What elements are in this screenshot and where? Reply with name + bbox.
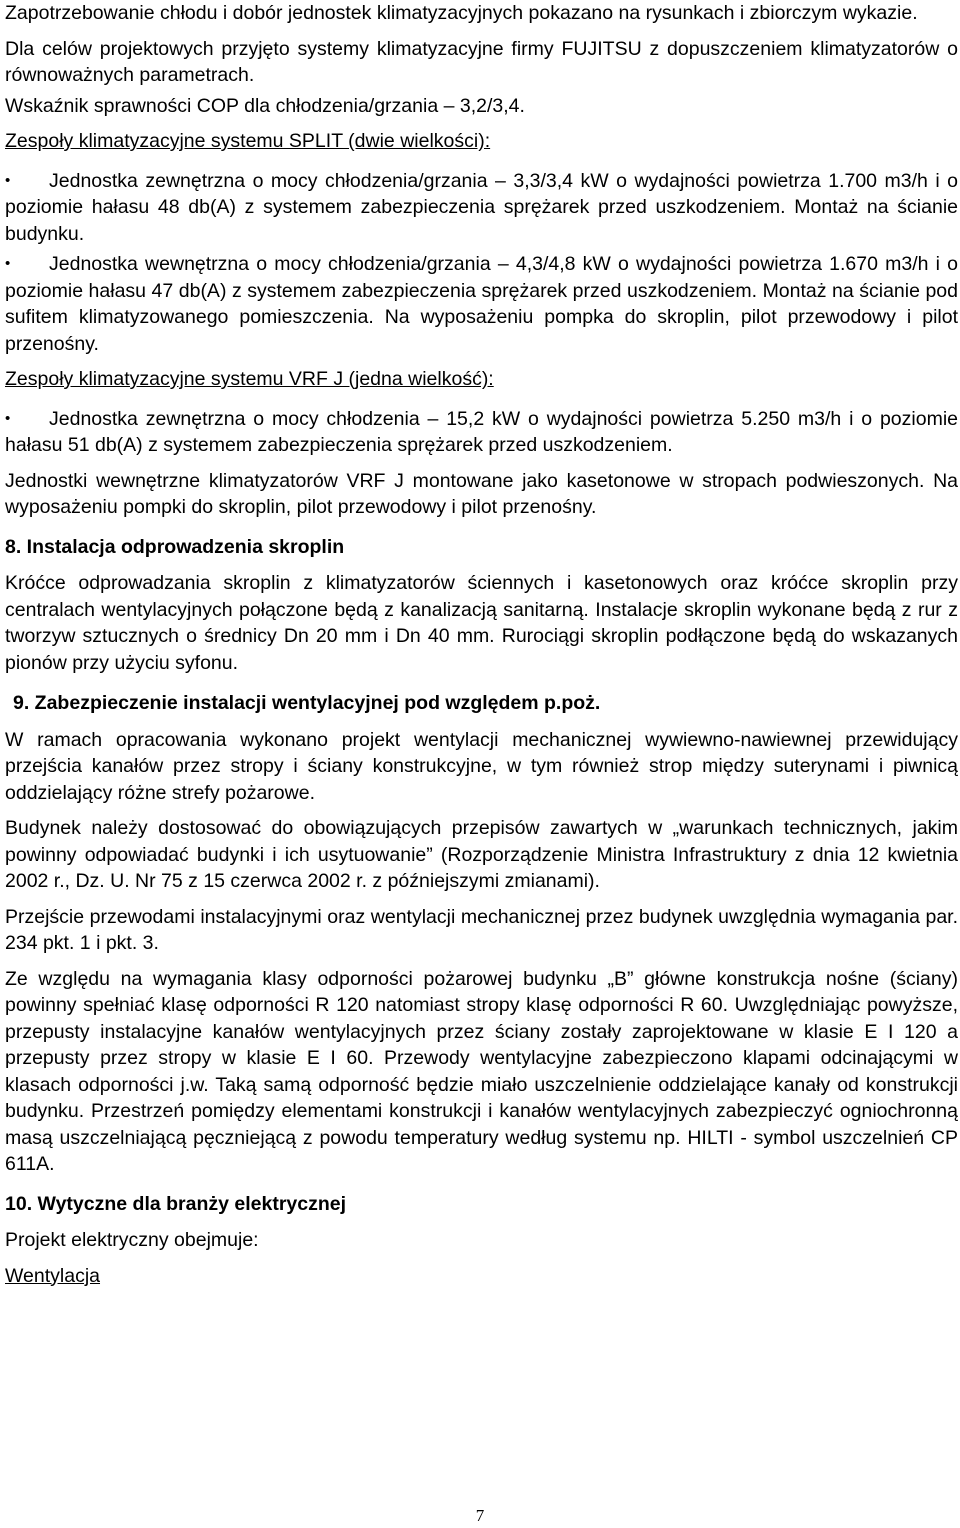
section-10-paragraph-2: Wentylacja	[5, 1264, 101, 1287]
intro-paragraph-3: Wskaźnik sprawności COP dla chłodzenia/grzania – 3,2/3,4.	[5, 94, 525, 117]
split-bullet-outdoor	[5, 168, 958, 248]
page-number: 7	[475, 1506, 485, 1525]
section-9-paragraph-3: Przejście przewodami instalacyjnymi oraz wentylacji mechanicznej przez budynek uwzględnia wymagania par. 234 pkt. 1 i pkt. 3.	[5, 905, 958, 954]
document-page	[5, 0, 958, 1289]
intro-paragraph-1: Zapotrzebowanie chłodu i dobór jednostek klimatyzacyjnych pokazano na rysunkach i zbiorczym wykazie.	[5, 2, 918, 24]
split-bullet-indoor-text: Jednostka wewnętrzna o mocy chłodzenia/grzania – 4,3/4,8 kW o wydajności powietrza 1.670 m3/h i o poziomie hałasu 47 db(A) z systemem zabezpieczenia sprężarek przed uszkodzeniem. Montaż na ścianie pod sufitem klimatyzowanego pomieszczenia. Na wyposażeniu pompka do skroplin, pilot przewodowy i pilot przenośny.	[5, 253, 958, 355]
section-8-heading: 8. Instalacja odprowadzenia skroplin	[5, 535, 345, 558]
section-10-paragraph-1: Projekt elektryczny obejmuje:	[5, 1229, 259, 1251]
bullet-icon: •	[5, 171, 11, 189]
intro-paragraph-2: Dla celów projektowych przyjęto systemy klimatyzacyjne firmy FUJITSU z dopuszczeniem klimatyzatorów o równoważnych parametrach.	[5, 37, 958, 86]
split-bullet-indoor	[5, 251, 958, 357]
vrf-heading: Zespoły klimatyzacyjne systemu VRF J (jedna wielkość):	[5, 368, 494, 390]
section-10-heading: 10. Wytyczne dla branży elektrycznej	[5, 1192, 347, 1215]
split-heading: Zespoły klimatyzacyjne systemu SPLIT (dwie wielkości):	[5, 130, 491, 152]
vrf-paragraph: Jednostki wewnętrzne klimatyzatorów VRF J montowane jako kasetonowe w stropach podwieszonych. Na wyposażeniu pompki do skroplin, pilot przewodowy i pilot przenośny.	[5, 469, 958, 518]
section-9-paragraph-4: Ze względu na wymagania klasy odporności pożarowej budynku „B” główne konstrukcja nośne (ściany) powinny spełniać klasę odporności R 120 natomiast stropy klasę odporności R 60. Uwzględniając powyższe, przepusty instalacyjne kanałów wentylacyjnych przez ściany zostały zaprojektowane w klasie E I 120 a przepusty przez stropy w klasie E I 60. Przewody wentylacyjne zabezpieczono klapami odcinającymi w klasach odporności j.w. Taką samą odporność będzie miało uszczelnienie oddzielające kanały od konstrukcji budynku. Przestrzeń pomiędzy elementami konstrukcji i kanałów wentylacyjnych zabezpieczyć ogniochronną masą uszczelniającą pęczniejącą z powodu temperatury według systemu np. HILTI - symbol uszczelnień CP 611A.	[5, 967, 958, 1175]
bullet-icon: •	[5, 255, 11, 272]
section-9-paragraph-1: W ramach opracowania wykonano projekt wentylacji mechanicznej wywiewno-nawiewnej przewidujący przejścia kanałów przez stropy i ściany konstrukcyjne, w tym również strop między suterynami i piwnicą oddzielający różne strefy pożarowe.	[5, 728, 958, 804]
section-9-heading: 9. Zabezpieczenie instalacji wentylacyjnej pod względem p.poż.	[13, 692, 601, 714]
split-bullet-outdoor-text: Jednostka zewnętrzna o mocy chłodzenia/grzania – 3,3/3,4 kW o wydajności powietrza 1.700 m3/h i o poziomie hałasu 48 db(A) z systemem zabezpieczenia sprężarek przed uszkodzeniem. Montaż na ścianie budynku.	[5, 169, 958, 245]
vrf-bullet-outdoor	[5, 406, 958, 459]
bullet-icon: •	[5, 409, 11, 427]
section-8-paragraph: Króćce odprowadzania skroplin z klimatyzatorów ściennych i kasetonowych oraz króćce skroplin przy centralach wentylacyjnych połączone będą z kanalizacją sanitarną. Instalacje skroplin wykonane będą z rur z tworzyw sztucznych o średnicy Dn 20 mm i Dn 40 mm. Rurociągi skroplin podłączone będą do wskazanych pionów przy użyciu syfonu.	[5, 572, 958, 674]
section-9-paragraph-2: Budynek należy dostosować do obowiązujących przepisów zawartych w „warunkach technicznych, jakim powinny odpowiadać budynki i ich usytuowanie” (Rozporządzenie Ministra Infrastruktury z dnia 12 kwietnia 2002 r., Dz. U. Nr 75 z 15 czerwca 2002 r. z późniejszymi zmianami).	[5, 817, 958, 892]
vrf-bullet-outdoor-text: Jednostka zewnętrzna o mocy chłodzenia – 15,2 kW o wydajności powietrza 5.250 m3/h i o poziomie hałasu 51 db(A) z systemem zabezpieczenia sprężarek przed uszkodzeniem.	[5, 407, 958, 456]
